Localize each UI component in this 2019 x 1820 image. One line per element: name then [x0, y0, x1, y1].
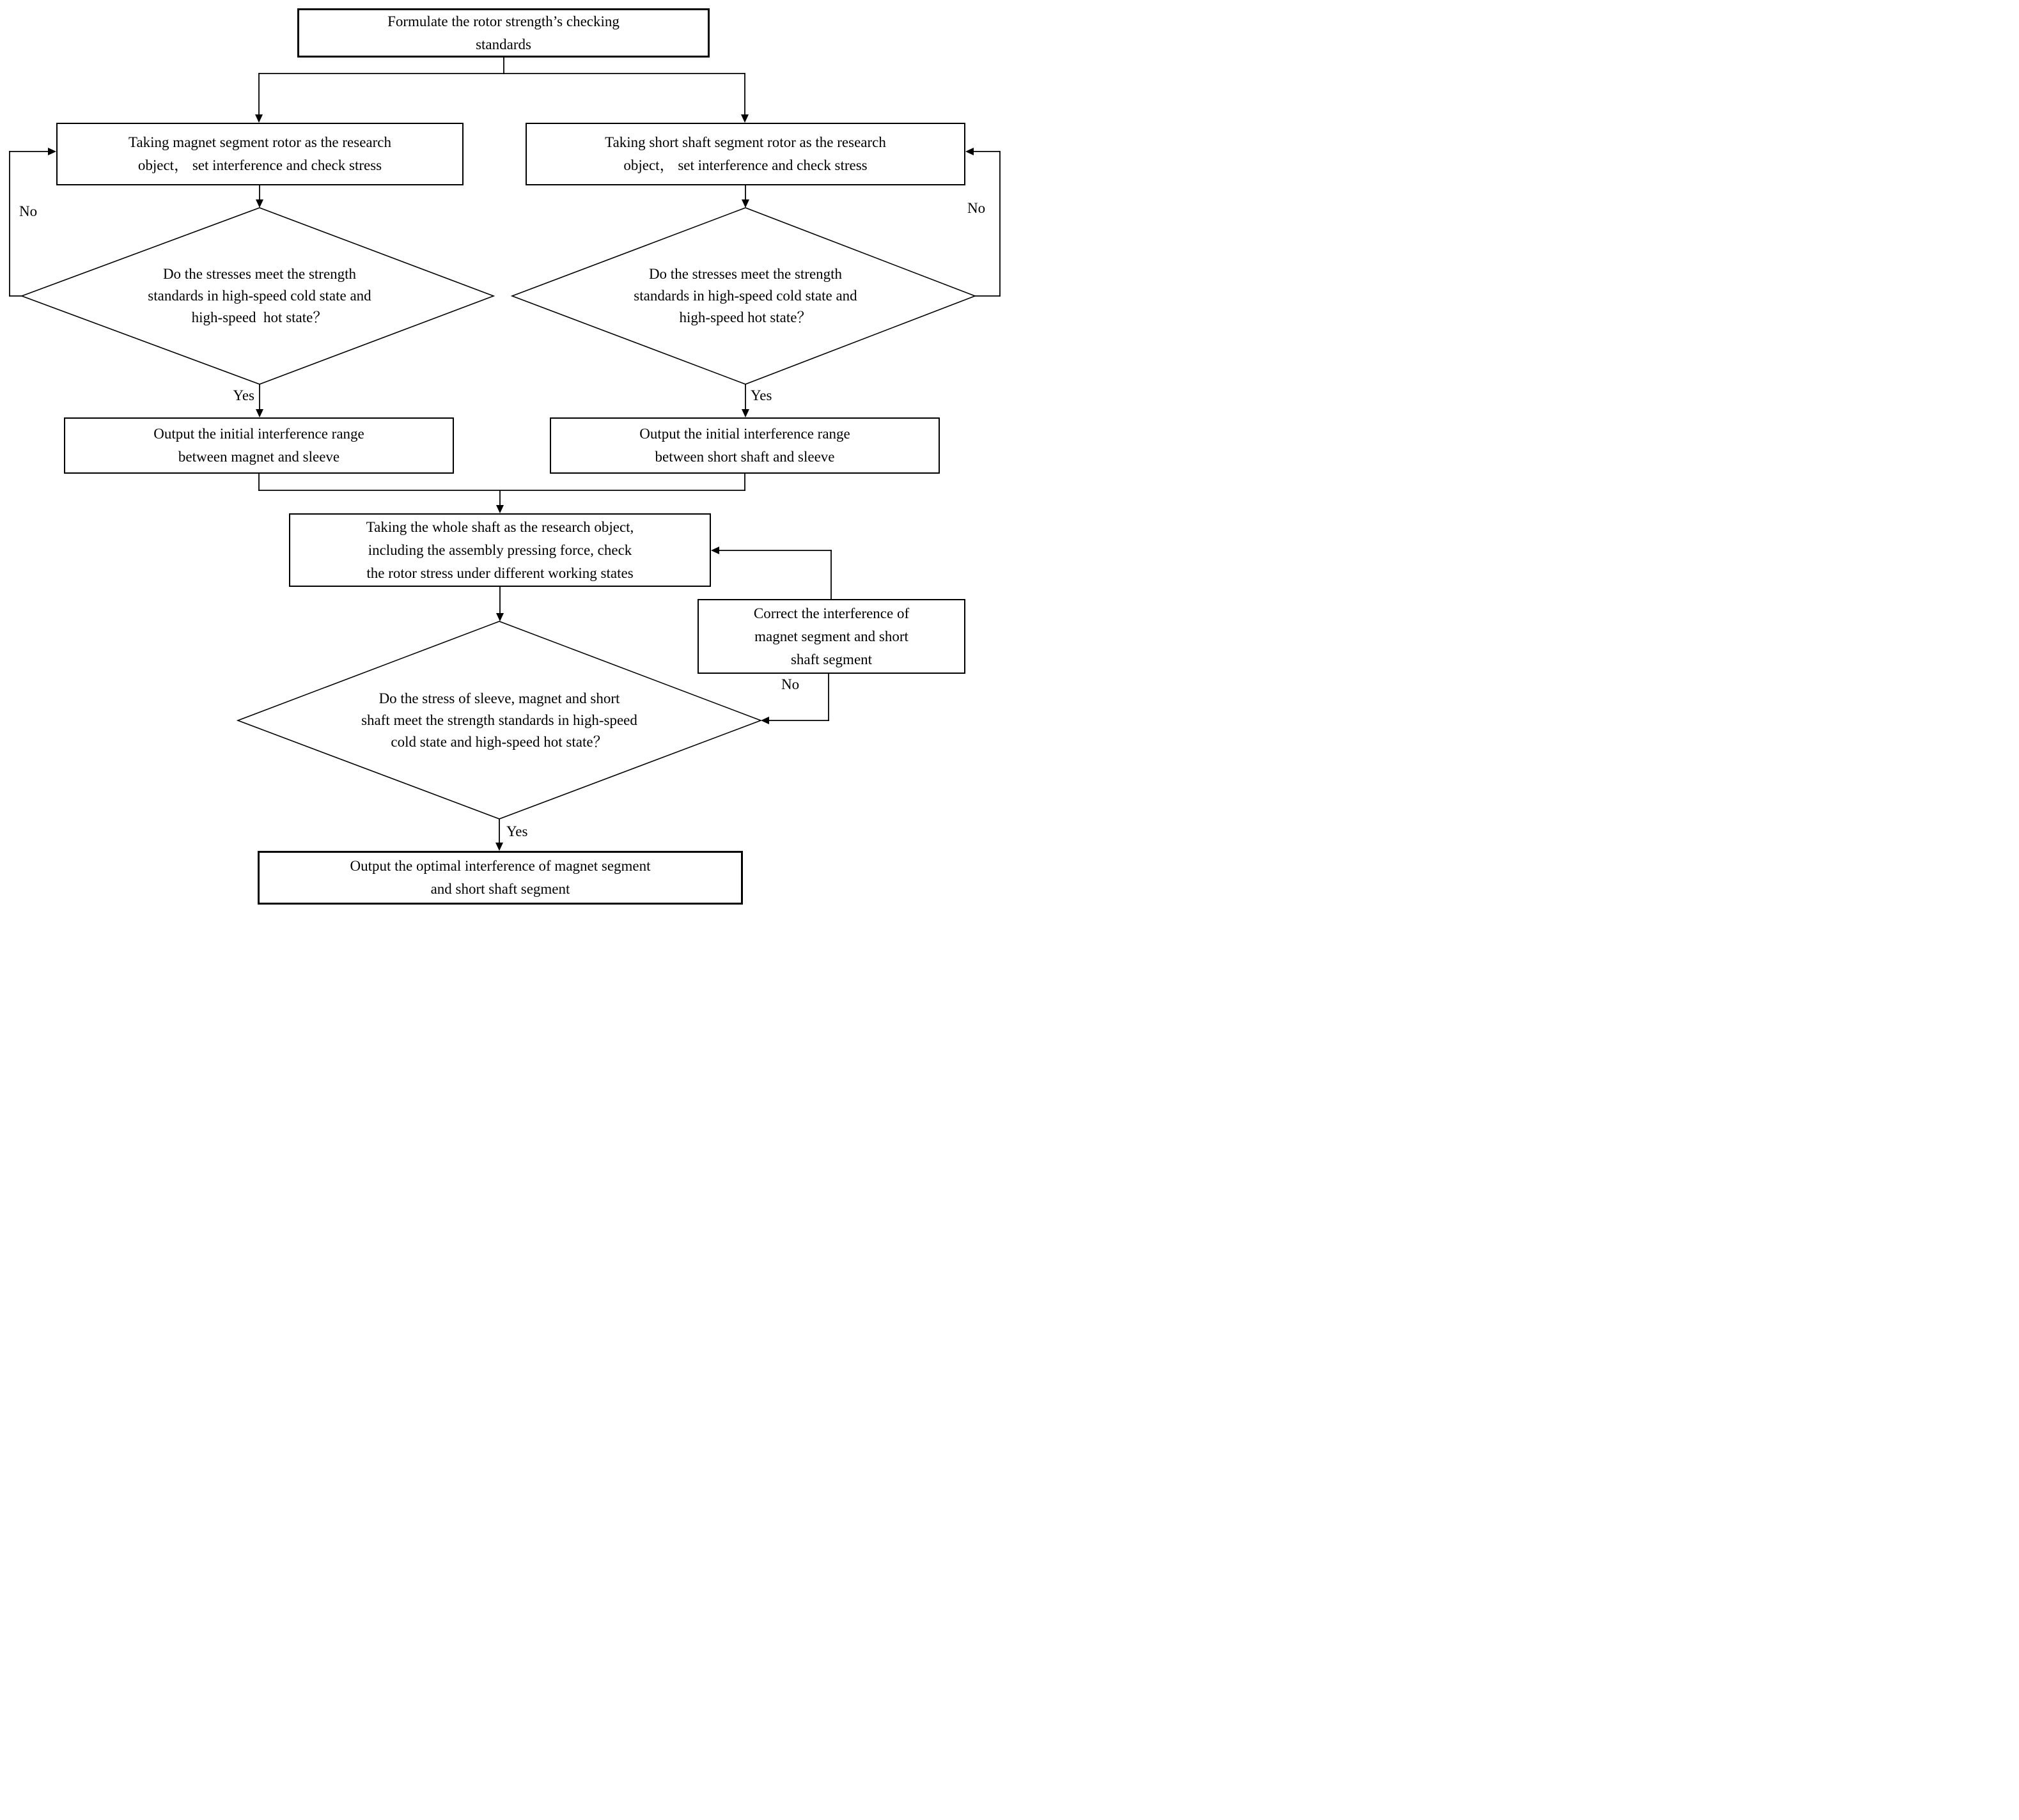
- arrow-into-shaft-output: [742, 409, 749, 417]
- whole-shaft-box: [289, 513, 711, 587]
- node-text-line: shaft segment: [790, 651, 873, 667]
- arrow-into-magnet-setup-top: [255, 114, 263, 123]
- magnet-setup-box: [56, 123, 464, 185]
- node-text-line: cold state and high-speed hot state？: [391, 734, 608, 750]
- arrow-into-magnet-output: [256, 409, 263, 417]
- node-text-line: Output the initial interference range: [639, 426, 850, 442]
- shaft-check-text: [560, 263, 931, 329]
- yes-label-bottom: Yes: [506, 823, 528, 839]
- node-text-line: shaft meet the strength standards in high-speed: [361, 712, 637, 728]
- node-text-line: Do the stresses meet the strength: [162, 266, 357, 282]
- no-label-right: No: [967, 200, 986, 216]
- arrow-into-whole-shaft-right: [711, 547, 719, 554]
- no-label-left: No: [19, 203, 38, 219]
- node-text-line: and short shaft segment: [430, 881, 570, 897]
- correct-interference-box: [698, 599, 965, 674]
- final-check-text: [288, 688, 710, 753]
- arrow-no-into-shaft-setup: [965, 148, 974, 155]
- start-box: [297, 8, 710, 58]
- node-text-line: the rotor stress under different working states: [366, 564, 634, 581]
- node-text-line: object， set interference and check stress: [623, 157, 868, 173]
- node-text-line: Do the stress of sleeve, magnet and short: [378, 690, 620, 706]
- node-text-line: Output the optimal interference of magnet segment: [350, 858, 651, 874]
- magnet-check-text: [74, 263, 445, 329]
- shaft-setup-box: [526, 123, 965, 185]
- arrow-into-final-output: [495, 843, 503, 851]
- node-text-line: magnet segment and short: [754, 628, 908, 644]
- yes-label-right: Yes: [751, 387, 772, 403]
- arrow-into-shaft-setup-top: [741, 114, 749, 123]
- node-text-line: high-speed hot state？: [679, 309, 812, 325]
- flowchart-canvas: [0, 0, 1010, 910]
- no-label-bottom: No: [781, 676, 800, 692]
- yes-label-left: Yes: [233, 387, 254, 403]
- magnet-output-box: [64, 417, 454, 474]
- node-text-line: object， set interference and check stress: [137, 157, 382, 173]
- node-text-line: high-speed hot state？: [191, 309, 328, 325]
- node-text-line: between short shaft and sleeve: [655, 449, 835, 465]
- shaft-output-box: [550, 417, 940, 474]
- node-text-line: standards: [476, 36, 531, 52]
- node-text-line: Taking magnet segment rotor as the research: [129, 134, 391, 150]
- arrow-into-magnet-check: [256, 199, 263, 208]
- node-text-line: standards in high-speed cold state and: [634, 288, 857, 304]
- node-text-line: standards in high-speed cold state and: [148, 288, 371, 304]
- node-text-line: Output the initial interference range: [153, 426, 364, 442]
- node-text-line: Do the stresses meet the strength: [648, 266, 843, 282]
- node-text-line: Formulate the rotor strength’s checking: [387, 13, 620, 29]
- node-text-line: between magnet and sleeve: [178, 449, 340, 465]
- node-text-line: Correct the interference of: [753, 605, 910, 621]
- arrow-into-final-check-right: [761, 717, 769, 724]
- node-text-line: Taking the whole shaft as the research object,: [366, 518, 634, 535]
- final-output-box: [258, 851, 743, 905]
- node-text-line: including the assembly pressing force, check: [368, 541, 632, 558]
- node-text-line: Taking short shaft segment rotor as the research: [605, 134, 886, 150]
- arrow-into-final-check: [496, 613, 504, 621]
- arrow-into-shaft-check: [742, 199, 749, 208]
- arrow-into-whole-shaft-top: [496, 505, 504, 513]
- arrow-no-into-magnet-setup: [48, 148, 56, 155]
